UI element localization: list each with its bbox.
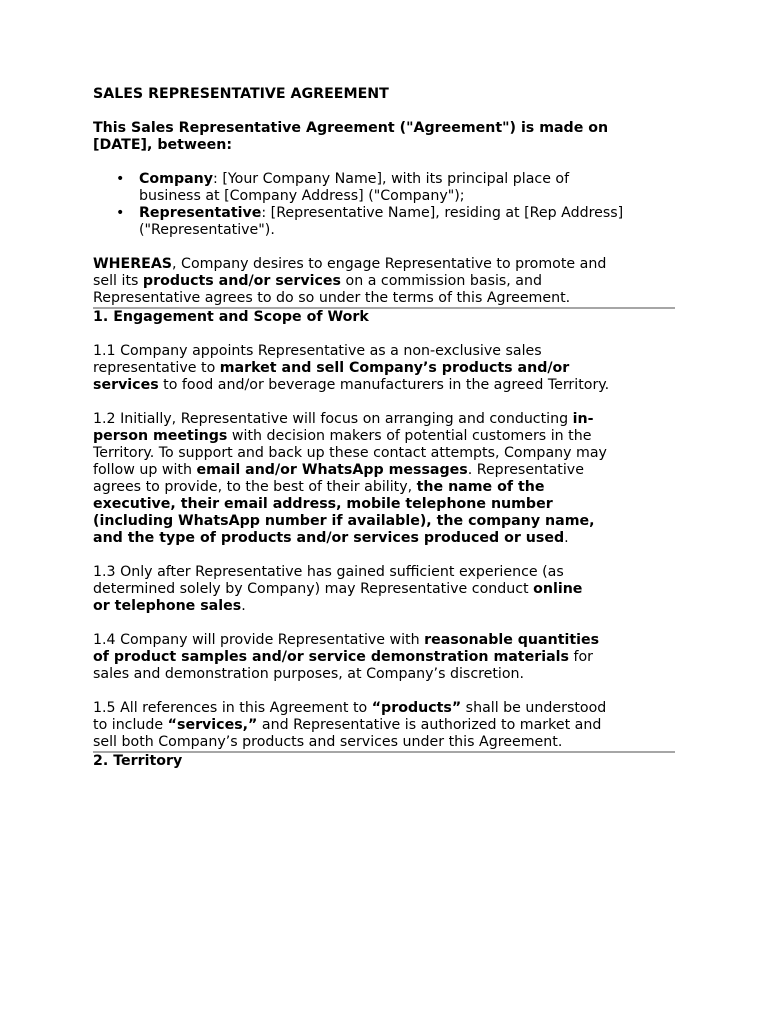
text-run: shall be understood [461, 700, 607, 716]
clause-1-5 [93, 700, 683, 751]
clause-1-1 [93, 343, 683, 394]
bold-run: services [93, 377, 159, 393]
text-run: 1.4 Company will provide Representative with [93, 632, 425, 648]
text-run: with decision makers of potential customers in the [227, 428, 592, 444]
bullet-glyph: • [116, 171, 125, 187]
bold-run: market and sell Company’s products and/or [219, 360, 570, 376]
text-run: agrees to provide, to the best of their ability, [93, 479, 417, 495]
text-run: sales and demonstration purposes, at Company’s discretion. [93, 666, 525, 682]
bold-run: online [533, 581, 583, 597]
text-run: sell its [93, 273, 143, 289]
bullet-glyph: • [116, 205, 125, 221]
bold-run: person meetings [93, 428, 228, 444]
text-run: determined solely by Company) may Representative conduct [93, 581, 534, 597]
text-run: Representative agrees to do so under the terms of this Agreement. [93, 290, 571, 306]
party-text: ("Representative"). [139, 222, 275, 238]
text-run: 1.2 Initially, Representative will focus on arranging and conducting [93, 411, 573, 427]
party-text: : [Your Company Name], with its principal place of [213, 171, 570, 187]
bold-run: of product samples and/or service demonstration materials [93, 649, 569, 665]
bold-run: the name of the [416, 479, 545, 495]
party-text: business at [Company Address] ("Company"); [139, 188, 465, 204]
text-run: follow up with [93, 462, 197, 478]
party-representative [93, 205, 683, 239]
parties-list [93, 171, 683, 239]
clause-1-2 [93, 411, 683, 547]
text-run: and Representative is authorized to market and [257, 717, 602, 733]
intro-line-2: [DATE], between: [93, 137, 233, 153]
party-text: : [Representative Name], residing at [Rep Address] [261, 205, 624, 221]
text-run: on a commission basis, and [341, 273, 543, 289]
bold-run: “services,” [167, 717, 258, 733]
text-run: , Company desires to engage Representative to promote and [172, 256, 607, 272]
text-run: 1.1 Company appoints Representative as a non-exclusive sales [93, 343, 542, 359]
section-1-heading: 1. Engagement and Scope of Work [93, 309, 369, 325]
document-body [93, 86, 683, 787]
text-run: . [241, 598, 246, 614]
bold-run: reasonable quantities [424, 632, 600, 648]
bold-run: “products” [371, 700, 462, 716]
text-run: for [568, 649, 593, 665]
bold-run: and the type of products and/or services produced or used [93, 530, 565, 546]
text-run: 1.3 Only after Representative has gained sufficient experience (as [93, 564, 564, 580]
intro-paragraph [93, 120, 683, 154]
whereas-keyword: WHEREAS [93, 256, 173, 272]
bold-run: executive, their email address, mobile telephone number [93, 496, 553, 512]
clause-1-3 [93, 564, 683, 615]
text-run: . [564, 530, 569, 546]
bold-run: in- [572, 411, 594, 427]
text-run: representative to [93, 360, 220, 376]
text-run: sell both Company’s products and services under this Agreement. [93, 734, 563, 750]
intro-line-1: This Sales Representative Agreement ("Agreement") is made on [93, 120, 609, 136]
bold-run: products and/or services [142, 273, 341, 289]
document-title: SALES REPRESENTATIVE AGREEMENT [93, 86, 389, 102]
clause-1-4 [93, 632, 683, 683]
section-2-heading: 2. Territory [93, 753, 183, 769]
bold-run: (including WhatsApp number if available), the company name, [93, 513, 595, 529]
text-run: to include [93, 717, 168, 733]
party-label: Representative [139, 205, 262, 221]
text-run: 1.5 All references in this Agreement to [93, 700, 372, 716]
text-run: Territory. To support and back up these contact attempts, Company may [93, 445, 607, 461]
text-run: . Representative [467, 462, 584, 478]
party-label: Company [139, 171, 214, 187]
whereas-paragraph [93, 256, 683, 307]
bold-run: email and/or WhatsApp messages [196, 462, 468, 478]
party-company [93, 171, 683, 205]
text-run: to food and/or beverage manufacturers in the agreed Territory. [158, 377, 610, 393]
bold-run: or telephone sales [93, 598, 242, 614]
